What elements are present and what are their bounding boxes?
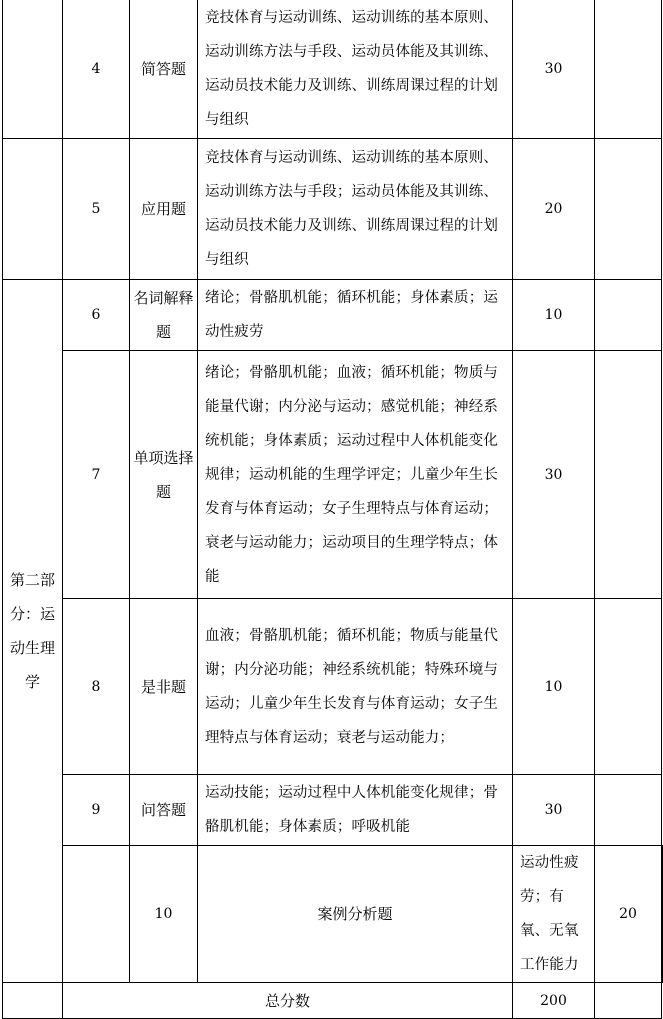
question-content: 竞技体育与运动训练、运动训练的基本原则、运动训练方法与手段、运动员体能及其训练、运动员技术能力及训练、训练周课过程的计划与组织 <box>198 0 513 139</box>
remark-cell <box>662 846 663 983</box>
question-content: 运动技能；运动过程中人体机能变化规律；骨骼肌机能；身体素质；呼吸机能 <box>198 775 513 846</box>
question-content: 竞技体育与运动训练、运动训练的基本原则、运动训练方法与手段；运动员体能及其训练、运动员技术能力及训练、训练周课过程的计划与组织 <box>198 139 513 280</box>
question-type: 案例分析题 <box>198 846 513 983</box>
table-row <box>3 0 663 139</box>
total-label: 总分数 <box>63 983 513 1019</box>
question-score: 30 <box>513 351 595 599</box>
question-type: 单项选择题 <box>130 351 198 599</box>
question-score: 10 <box>513 599 595 775</box>
remark-cell <box>595 0 662 139</box>
table-row <box>3 775 663 846</box>
part-cell <box>3 983 63 1019</box>
question-score: 30 <box>513 775 595 846</box>
question-score: 30 <box>513 0 595 139</box>
part-cell <box>3 139 63 280</box>
remark-cell <box>595 139 662 280</box>
total-score: 200 <box>513 983 595 1019</box>
question-number: 9 <box>63 775 130 846</box>
question-type: 名词解释题 <box>130 280 198 351</box>
question-type: 应用题 <box>130 139 198 280</box>
question-type: 是非题 <box>130 599 198 775</box>
remark-cell <box>595 775 662 846</box>
total-row <box>3 983 663 1019</box>
part-cell <box>63 846 130 983</box>
question-number: 7 <box>63 351 130 599</box>
table-row <box>3 599 663 775</box>
remark-cell <box>595 983 662 1019</box>
table-row <box>3 846 663 983</box>
remark-cell <box>595 599 662 775</box>
remark-cell <box>595 351 662 599</box>
question-number: 4 <box>63 0 130 139</box>
question-number: 10 <box>130 846 198 983</box>
question-content: 绪论；骨骼肌机能；血液；循环机能；物质与能量代谢；内分泌与运动；感觉机能；神经系统机能；身体素质；运动过程中人体机能变化规律；运动机能的生理学评定；儿童少年生长发育与体育运动；女子生理特点与体育运动；衰老与运动能力；运动项目的生理学特点；体能 <box>198 351 513 599</box>
question-number: 5 <box>63 139 130 280</box>
question-content: 运动性疲劳；有氧、无氧工作能力 <box>513 846 595 983</box>
table-row <box>3 280 663 351</box>
question-number: 6 <box>63 280 130 351</box>
question-score: 10 <box>513 280 595 351</box>
exam-structure-table <box>2 0 663 1019</box>
question-type: 简答题 <box>130 0 198 139</box>
table-row <box>3 139 663 280</box>
question-type: 问答题 <box>130 775 198 846</box>
part-two-label: 第二部分：运动生理学 <box>3 280 63 983</box>
table-row <box>3 351 663 599</box>
question-number: 8 <box>63 599 130 775</box>
part-cell <box>3 0 63 139</box>
question-score: 20 <box>513 139 595 280</box>
question-content: 血液；骨骼肌机能；循环机能；物质与能量代谢；内分泌功能；神经系统机能；特殊环境与运动；儿童少年生长发育与体育运动；女子生理特点与体育运动；衰老与运动能力； <box>198 599 513 775</box>
question-content: 绪论；骨骼肌机能；循环机能；身体素质；运动性疲劳 <box>198 280 513 351</box>
remark-cell <box>595 280 662 351</box>
question-score: 20 <box>595 846 662 983</box>
